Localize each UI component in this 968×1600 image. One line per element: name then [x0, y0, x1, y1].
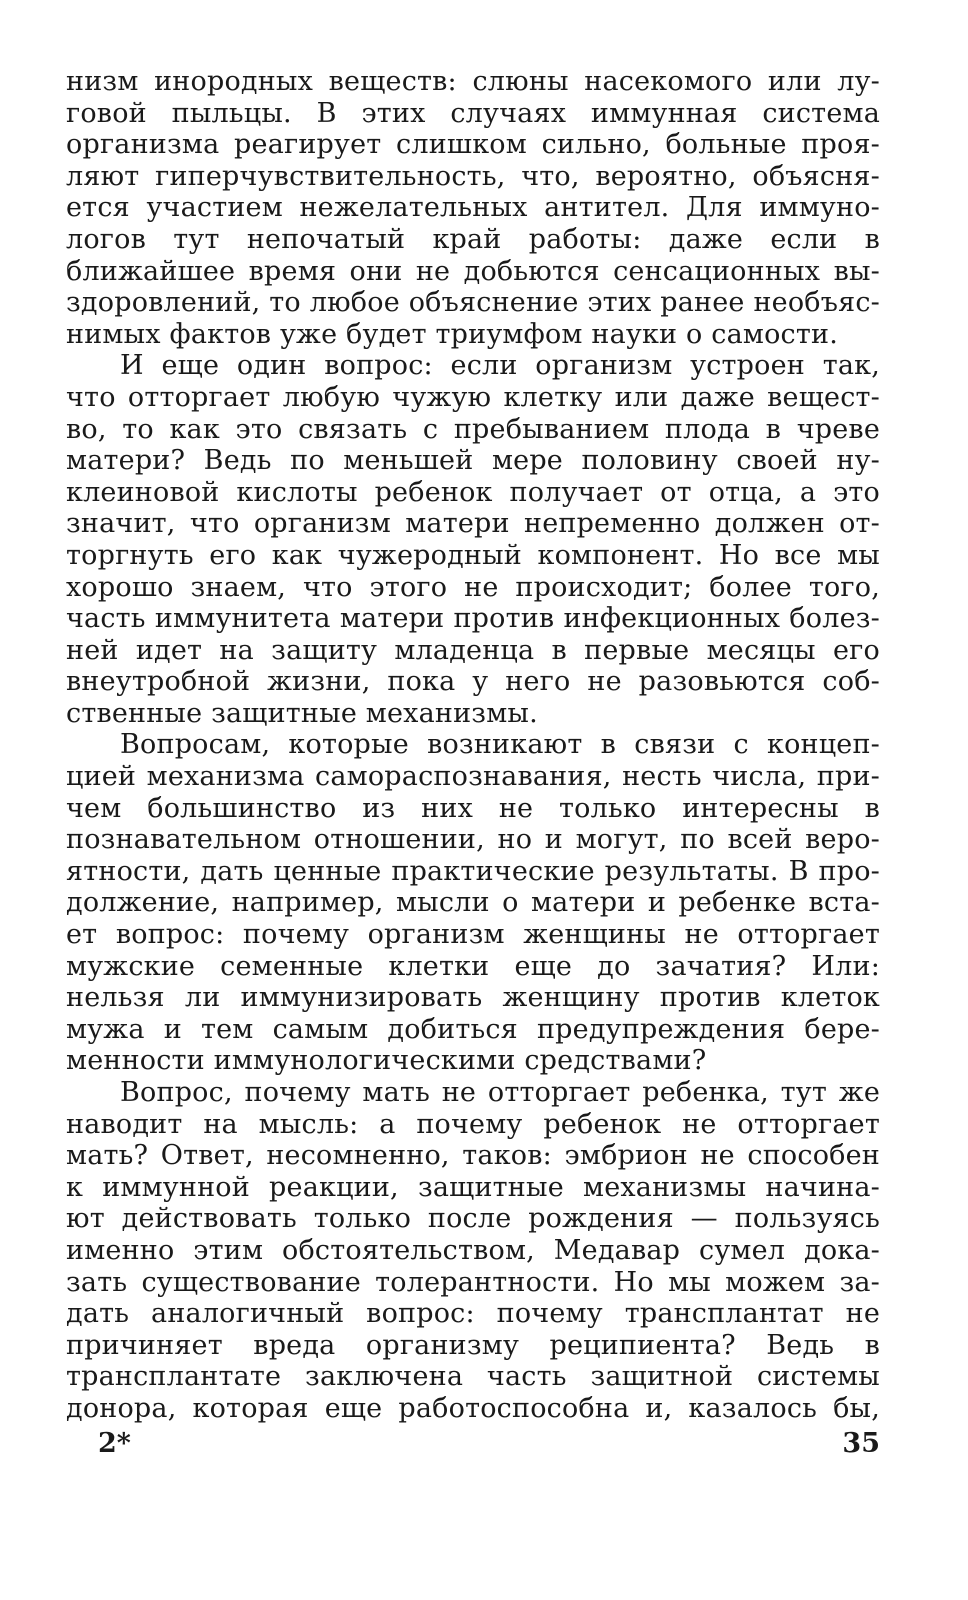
- paragraph-1: [66, 66, 880, 350]
- text-line: ет вопрос: почему организм женщины не отторгает: [66, 919, 880, 951]
- paragraph-2: [66, 350, 880, 729]
- text-line: клеиновой кислоты ребенок получает от отца, а это: [66, 476, 880, 508]
- text-line: дать аналогичный вопрос: почему трансплантат не: [66, 1298, 880, 1330]
- text-line: донора, которая еще работоспособна и, казалось бы,: [66, 1392, 880, 1424]
- text-line: зать существование толерантности. Но мы можем за-: [66, 1266, 880, 1298]
- text-line: Вопросам, которые возникают в связи с концеп-: [120, 729, 880, 761]
- page-number: 35: [842, 1428, 880, 1459]
- text-line: что отторгает любую чужую клетку или даже вещест-: [66, 381, 880, 413]
- text-line: нимых фактов уже будет триумфом науки о самости.: [66, 318, 838, 350]
- text-line: должение, например, мысли о матери и ребенке вста-: [66, 887, 880, 919]
- text-line: наводит на мысль: а почему ребенок не отторгает: [66, 1108, 880, 1140]
- text-line: нельзя ли иммунизировать женщину против клеток: [66, 982, 880, 1014]
- text-line: логов тут непочатый край работы: даже если в: [66, 223, 880, 255]
- text-line: низм инородных веществ: слюны насекомого или лу-: [66, 66, 880, 97]
- paragraph-4: [66, 1077, 880, 1425]
- text-line: мать? Ответ, несомненно, таков: эмбрион не способен: [66, 1140, 880, 1172]
- text-line: познавательном отношении, но и могут, по всей веро-: [66, 824, 880, 856]
- text-line: ближайшее время они не добьются сенсационных вы-: [66, 255, 880, 287]
- text-line: чем большинство из них не только интересны в: [66, 792, 880, 824]
- text-line: мужа и тем самым добиться предупреждения бере-: [66, 1013, 880, 1045]
- text-line: говой пыльцы. В этих случаях иммунная система: [66, 97, 880, 129]
- paragraph-3: [66, 729, 880, 1077]
- page-body: [66, 66, 880, 1425]
- text-line: трансплантате заключена часть защитной системы: [66, 1361, 880, 1393]
- text-line: причиняет вреда организму реципиента? Ведь в: [66, 1329, 880, 1361]
- text-line: к иммунной реакции, защитные механизмы начина-: [66, 1171, 880, 1203]
- text-line: организма реагирует слишком сильно, больные проя-: [66, 129, 880, 161]
- text-line: цией механизма самораспознавания, несть числа, при-: [66, 761, 880, 793]
- text-line: значит, что организм матери непременно должен от-: [66, 508, 880, 540]
- text-line: ственные защитные механизмы.: [66, 697, 538, 729]
- text-line: ятности, дать ценные практические результаты. В про-: [66, 855, 880, 887]
- text-line: матери? Ведь по меньшей мере половину своей ну-: [66, 445, 880, 477]
- text-line: Вопрос, почему мать не отторгает ребенка, тут же: [120, 1077, 880, 1108]
- text-line: ется участием нежелательных антител. Для иммуно-: [66, 192, 880, 224]
- text-line: во, то как это связать с пребыванием плода в чреве: [66, 413, 880, 445]
- text-line: менности иммунологическими средствами?: [66, 1045, 707, 1077]
- text-line: здоровлений, то любое объяснение этих ранее необъяс-: [66, 287, 880, 319]
- text-line: внеутробной жизни, пока у него не разовьются соб-: [66, 666, 880, 698]
- text-line: И еще один вопрос: если организм устроен так,: [120, 350, 880, 382]
- signature-mark: 2*: [98, 1428, 131, 1459]
- text-line: хорошо знаем, что этого не происходит; более того,: [66, 571, 880, 603]
- text-line: ней идет на защиту младенца в первые месяцы его: [66, 634, 880, 666]
- text-line: ляют гиперчувствительность, что, вероятно, объясня-: [66, 160, 880, 192]
- text-line: мужские семенные клетки еще до зачатия? Или:: [66, 950, 880, 982]
- text-line: часть иммунитета матери против инфекционных болез-: [66, 603, 880, 635]
- text-line: именно этим обстоятельством, Медавар сумел дока-: [66, 1234, 880, 1266]
- text-line: ют действовать только после рождения — пользуясь: [66, 1203, 880, 1235]
- text-line: торгнуть его как чужеродный компонент. Но все мы: [66, 539, 880, 571]
